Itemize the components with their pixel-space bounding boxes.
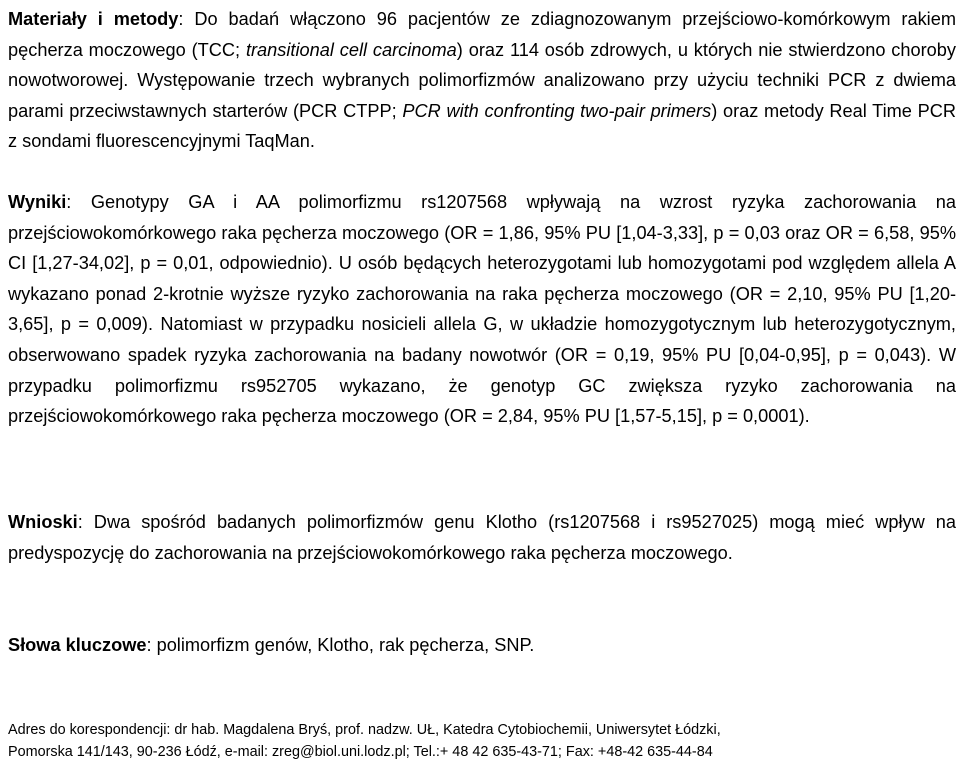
keywords-paragraph bbox=[8, 630, 956, 661]
keywords-label: Słowa kluczowe bbox=[8, 635, 147, 655]
methods-text-5: ) oraz metody Real Time PCR z sondami fluorescencyjnymi TaqMan. bbox=[8, 100, 956, 152]
results-label: Wyniki bbox=[8, 192, 67, 212]
results-text: : Genotypy GA i AA polimorfizmu rs1207568 wpływają na wzrost ryzyka zachorowania na przejściowokomórkowego raka pęcherza moczowego (OR = 1,86, 95% PU [1,04-3,33], p = 0,03 oraz OR = 6,58, 95% CI [1,27-34,02], p = 0,01, odpowiednio). U osób będących heterozygotami lub homozygotami pod względem allela A wykazano ponad 2-krotnie wyższe ryzyko zachorowania na raka pęcherza moczowego (OR = 2,10, 95% PU [1,20-3,65], p = 0,009). Natomiast w przypadku nosicieli allela G, w układzie homozygotycznym lub heterozygotycznym, obserwowano spadek ryzyka zachorowania na badany nowotwór (OR = 0,19, 95% PU [0,04-0,95], p = 0,043). W przypadku polimorfizmu rs952705 wykazano, że genotyp GC zwiększa ryzyko zachorowania na przejściowokomórkowego raka pęcherza moczowego (OR = 2,84, 95% PU [1,57-5,15], p = 0,0001). bbox=[8, 192, 956, 427]
conclusions-label: Wnioski bbox=[8, 512, 78, 532]
methods-text-1: : Do badań włączono 96 pacjentów ze zdiagnozowanym przejściowo-komórkowym rakiem pęcherza moczowego (TCC; bbox=[8, 9, 956, 60]
methods-text-2: transitional cell carcinoma bbox=[245, 39, 457, 60]
conclusions-text: : Dwa spośród badanych polimorfizmów genu Klotho (rs1207568 i rs9527025) mogą mieć wpływ na predyspozycję do zachorowania na przejściowokomórkowego raka pęcherza moczowego. bbox=[8, 512, 956, 563]
correspondence-address-line2: Pomorska 141/143, 90-236 Łódź, e-mail: zreg@biol.uni.lodz.pl; Tel.:+ 48 42 635-43-71; Fax: +48-42 635-44-84 bbox=[8, 744, 713, 760]
methods-label: Materiały i metody bbox=[8, 9, 179, 29]
keywords-text: : polimorfizm genów, Klotho, rak pęcherza, SNP. bbox=[146, 635, 535, 655]
methods-text-4: PCR with confronting two-pair primers bbox=[402, 100, 712, 121]
correspondence-address-line1: Adres do korespondencji: dr hab. Magdalena Bryś, prof. nadzw. UŁ, Katedra Cytobiochemii, Uniwersytet Łódzki, bbox=[8, 722, 721, 738]
conclusions-paragraph bbox=[8, 507, 956, 568]
methods-paragraph bbox=[8, 4, 956, 157]
methods-text-3: ) oraz 114 osób zdrowych, u których nie stwierdzono choroby nowotworowej. Występowanie trzech wybranych polimorfizmów analizowano przy użyciu techniki PCR z dwiema parami przeciwstawnych starterów (PCR CTPP; bbox=[8, 39, 957, 121]
results-paragraph bbox=[8, 187, 956, 432]
